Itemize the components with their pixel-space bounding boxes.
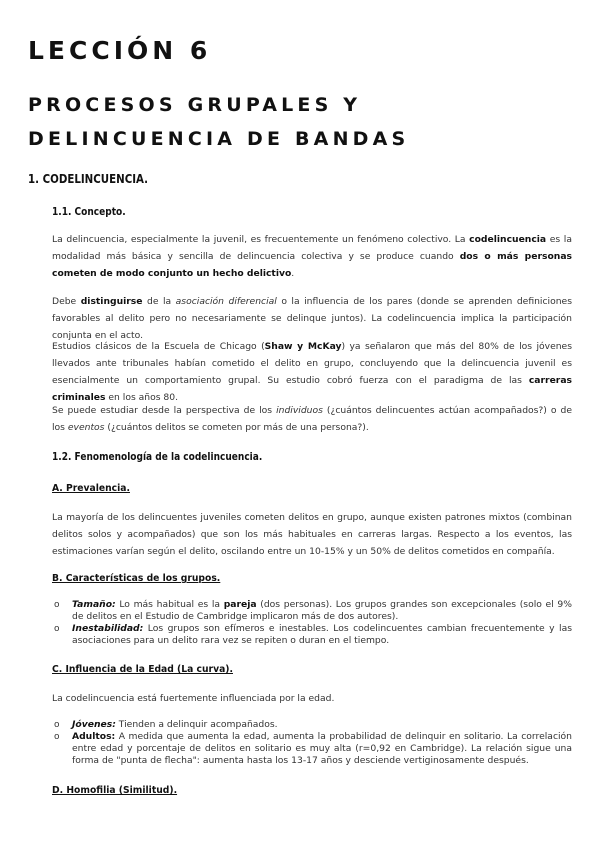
- heading-homophily: D. Homofilia (Similitud).: [52, 785, 178, 796]
- lesson-subtitle: [28, 88, 409, 156]
- list-item: o Tamaño: Lo más habitual es la pareja (dos personas). Los grupos grandes son excepcionales (solo el 9% de delitos en el Estudio de Cambridge implicaron más de dos autores).: [54, 599, 572, 622]
- paragraph-perspectives: Se puede estudiar desde la perspectiva de los individuos (¿cuántos delincuentes actúan acompañados?) o de los eventos (¿cuántos delitos se cometen por más de una persona?).: [52, 405, 572, 433]
- bullet-icon: o: [54, 624, 60, 634]
- paragraph-distinction: Debe distinguirse de la asociación diferencial o la influencia de los pares (donde se aprenden definiciones favorables al delito pero no necesariamente se delinque juntos). La codelincuencia implica la participación conjunta en el acto.: [52, 296, 572, 341]
- list-item: o Adultos: A medida que aumenta la edad, aumenta la probabilidad de delinquir en solitario. La correlación entre edad y porcentaje de delitos en solitario es muy alta (r=0,92 en Cambridge). La relación sigue una forma de "punta de flecha": aumenta hasta los 13-17 años y desciende vertiginosamente después.: [54, 731, 572, 766]
- heading-age-influence: C. Influencia de la Edad (La curva).: [52, 664, 233, 675]
- bullet-icon: o: [54, 720, 60, 730]
- subsection-heading-1-2: 1.2. Fenomenología de la codelincuencia.: [52, 450, 263, 463]
- paragraph-chicago-school: Estudios clásicos de la Escuela de Chicago (Shaw y McKay) ya señalaron que más del 80% de los jóvenes llevados ante tribunales habían cometido el delito en grupo, concluyendo que la delincuencia juvenil es esencialmente un comportamiento grupal. Su estudio cobró fuerza con el paradigma de las carreras criminales en los años 80.: [52, 341, 572, 403]
- heading-prevalence: A. Prevalencia.: [52, 483, 130, 494]
- paragraph-age-influence: La codelincuencia está fuertemente influenciada por la edad.: [52, 693, 335, 704]
- list-item: o Inestabilidad: Los grupos son efímeros e inestables. Los codelincuentes cambian frecuentemente y las asociaciones para un delito rara vez se repiten o duran en el tiempo.: [54, 623, 572, 646]
- list-group-characteristics: [52, 599, 572, 647]
- heading-group-characteristics: B. Características de los grupos.: [52, 573, 221, 584]
- section-heading-1: 1. CODELINCUENCIA.: [28, 171, 149, 186]
- list-age-groups: [52, 719, 572, 767]
- bullet-icon: o: [54, 732, 60, 742]
- list-item: o Jóvenes: Tienden a delinquir acompañados.: [54, 719, 278, 730]
- lesson-title: LECCIÓN 6: [28, 36, 212, 65]
- lesson-subtitle-line-1: PROCESOS GRUPALES Y: [28, 94, 362, 116]
- paragraph-prevalence: La mayoría de los delincuentes juveniles cometen delitos en grupo, aunque existen patrones mixtos (combinan delitos solos y acompañados) que son los más habituales en carreras largas. Respecto a los eventos, las estimaciones varían según el delito, oscilando entre un 10-15% y un 50% de delitos cometidos en compañía.: [52, 512, 572, 557]
- subsection-heading-1-1: 1.1. Concepto.: [52, 205, 126, 218]
- lesson-subtitle-line-2: DELINCUENCIA DE BANDAS: [28, 128, 410, 150]
- bullet-icon: o: [54, 600, 60, 610]
- paragraph-concept-definition: La delincuencia, especialmente la juvenil, es frecuentemente un fenómeno colectivo. La codelincuencia es la modalidad más básica y sencilla de delincuencia colectiva y se produce cuando dos o más personas cometen de modo conjunto un hecho delictivo.: [52, 234, 572, 279]
